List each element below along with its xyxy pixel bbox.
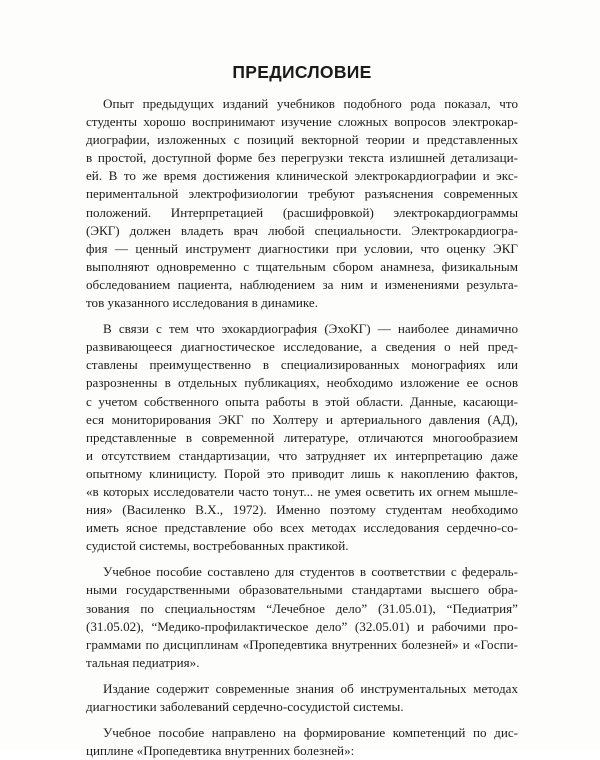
text-line: иметь ясное представление обо всех методах исследования сердечно-со- (86, 520, 518, 536)
text-line: ставлены преимущественно в специализированных монографиях или (86, 357, 518, 373)
text-line: положений. Интерпретацией (расшифровкой) электрокардиограммы (86, 204, 518, 220)
text-line: представленные в современной литературе, отличаются многообразием (86, 429, 518, 445)
text-line: Учебное пособие направлено на формирование компетенций по дис- (103, 725, 518, 741)
text-line: Опыт предыдущих изданий учебников подобного рода показал, что (103, 96, 518, 111)
text-line: ными государственными образовательными стандартами высшего обра- (86, 582, 518, 598)
paragraph (86, 724, 518, 760)
text-line: опытному клиницисту. Порой это приводит лишь к накоплению фактов, (86, 465, 518, 481)
page-title: ПРЕДИСЛОВИЕ (232, 62, 372, 82)
text-line: и отсутствием стандартизации, что затрудняет их интерпретацию даже (86, 447, 518, 463)
text-line: периментальной электрофизиологии требуют разъяснения современных (86, 186, 518, 202)
text-line: тальная педиатрия». (86, 654, 200, 670)
text-line: судистой системы, востребованных практикой. (86, 538, 349, 554)
text-line: разрозненны в отдельных публикациях, необходимо изложение ее основ (86, 375, 518, 391)
text-line: (ЭКГ) должен владеть врач любой специальности. Электрокардиогра- (86, 222, 518, 238)
text-line: (31.05.02), “Медико-профилактическое дело” (32.05.01) и рабочими про- (86, 618, 518, 634)
text-line: циплине «Пропедевтика внутренних болезней»: (86, 743, 355, 759)
text-line: фия — ценный инструмент диагностики при условии, что оценку ЭКГ (86, 240, 518, 256)
text-line: граммами по дисциплинам «Пропедевтика внутренних болезней» и «Госпи- (86, 636, 518, 652)
text-line: выполняют одновременно с тщательным сбором анамнеза, физикальным (86, 258, 518, 274)
text-line: тов указанного исследования в динамике. (86, 295, 318, 311)
text-line: еся мониторирования ЭКГ по Холтеру и артериального давления (АД), (86, 411, 518, 427)
paragraph (86, 563, 518, 672)
text-line: с учетом собственного опыта работы в этой области. Данные, касающи- (86, 393, 518, 409)
text-line: развивающееся диагностическое исследование, а сведения о ней пред- (86, 339, 518, 355)
text-line: ния» (Василенко В.Х., 1972). Именно поэтому студентам необходимо (86, 502, 518, 518)
text-line: обследованием пациента, наблюдением за ним и изменениями результа- (86, 276, 518, 292)
text-line: В связи с тем что эхокардиография (ЭхоКГ) — наиболее динамично (103, 321, 518, 337)
paragraph (86, 320, 518, 555)
body-text (86, 95, 518, 760)
paragraph (86, 680, 518, 716)
paragraph (86, 95, 518, 312)
text-line: студенты хорошо воспринимают изучение сложных вопросов электрокар- (86, 114, 518, 130)
text-line: ей. В то же время достижения клинической электрокардиографии и экс- (86, 168, 518, 184)
text-line: Учебное пособие составлено для студентов в соответствии с федераль- (103, 564, 518, 580)
text-line: диагностики заболеваний сердечно-сосудистой системы. (86, 699, 404, 714)
text-line: в простой, доступной форме без перегрузки текста излишней детализаци- (86, 150, 518, 166)
text-line: Издание содержит современные знания об инструментальных методах (103, 680, 518, 696)
text-line: «в которых исследователи часто тонут... не умея осветить их огнем мышле- (86, 483, 518, 499)
text-line: диографии, изложенных с позиций векторной теории и представленных (86, 132, 518, 148)
text-line: зования по специальностям “Лечебное дело” (31.05.01), “Педиатрия” (86, 600, 518, 616)
